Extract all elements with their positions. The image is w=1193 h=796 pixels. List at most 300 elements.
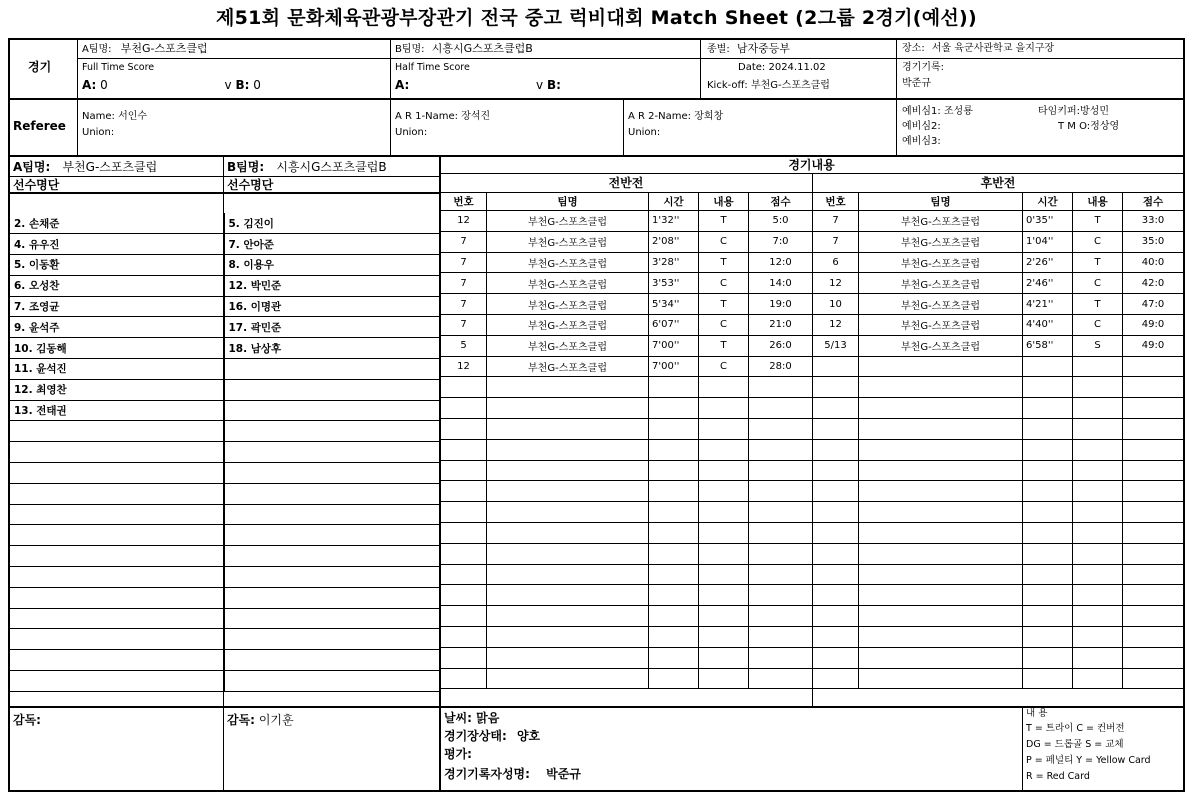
timekeeper: 타임키퍼:방성민 <box>1038 106 1109 117</box>
first-half-cell-type: T <box>699 294 749 315</box>
second-half-cell-score <box>1123 377 1184 398</box>
first-half-cell-no: 7 <box>441 273 487 294</box>
first-half-cell-score <box>749 647 813 668</box>
second-half-cell-no: 6 <box>813 252 859 273</box>
first-half-cell-type <box>699 502 749 523</box>
first-half-col-header: 팀명 <box>487 193 649 211</box>
first-half-cell-score <box>749 398 813 419</box>
second-half-cell-score: 49:0 <box>1123 314 1184 335</box>
second-half-cell-time <box>1023 502 1073 523</box>
second-half-cell-type: S <box>1073 335 1123 356</box>
second-half-col-header: 팀명 <box>859 193 1023 211</box>
first-half-cell-type <box>699 668 749 689</box>
events-header: 경기내용 <box>788 158 835 172</box>
team-b-player <box>224 483 440 504</box>
first-half-cell-no: 7 <box>441 294 487 315</box>
first-half-cell-score: 12:0 <box>749 252 813 273</box>
record-label: 경기기록: <box>902 62 945 73</box>
event-row <box>441 502 1184 523</box>
first-half-cell-type <box>699 543 749 564</box>
team-b-player <box>224 463 440 484</box>
team-a-player <box>10 442 224 463</box>
first-half-cell-no <box>441 647 487 668</box>
second-half-cell-no <box>813 439 859 460</box>
team-b-player <box>224 587 440 608</box>
roster-row <box>10 483 440 504</box>
second-half-cell-no <box>813 460 859 481</box>
team-a-player <box>10 525 224 546</box>
first-half-cell-no <box>441 606 487 627</box>
first-half-cell-time: 3'28'' <box>649 252 699 273</box>
second-half-cell-type: C <box>1073 231 1123 252</box>
first-half-label: 전반전 <box>608 176 644 190</box>
first-half-cell-type: C <box>699 356 749 377</box>
first-half-cell-time: 3'53'' <box>649 273 699 294</box>
second-half-cell-team: 부천G-스포츠클럽 <box>859 273 1023 294</box>
roster-row <box>10 546 440 567</box>
second-half-cell-team <box>859 564 1023 585</box>
team-a-player <box>10 608 224 629</box>
team-b-player <box>224 567 440 588</box>
second-half-cell-time <box>1023 543 1073 564</box>
first-half-cell-no <box>441 398 487 419</box>
roster-row <box>10 255 440 276</box>
first-half-cell-time <box>649 668 699 689</box>
second-half-cell-no <box>813 626 859 647</box>
team-b-player: 5. 김진이 <box>224 213 440 234</box>
first-half-cell-type: T <box>699 211 749 232</box>
first-half-cell-score <box>749 543 813 564</box>
second-half-cell-no <box>813 543 859 564</box>
first-half-cell-time: 1'32'' <box>649 211 699 232</box>
team-a-player <box>10 546 224 567</box>
first-half-cell-no: 5 <box>441 335 487 356</box>
first-half-cell-team <box>487 398 649 419</box>
first-half-cell-time: 5'34'' <box>649 294 699 315</box>
second-half-cell-score: 40:0 <box>1123 252 1184 273</box>
team-a-field: A팀명: 부천G-스포츠클럽 <box>82 42 208 55</box>
event-row <box>441 522 1184 543</box>
second-half-cell-no: 10 <box>813 294 859 315</box>
second-half-cell-type: T <box>1073 211 1123 232</box>
second-half-cell-team <box>859 439 1023 460</box>
team-a-player <box>10 587 224 608</box>
roster-row <box>10 379 440 400</box>
event-row <box>441 418 1184 439</box>
first-half-cell-type: C <box>699 314 749 335</box>
second-half-col-header: 시간 <box>1023 193 1073 211</box>
second-half-cell-no <box>813 356 859 377</box>
second-half-cell-no: 12 <box>813 314 859 335</box>
first-half-cell-type: C <box>699 231 749 252</box>
coach-b: 감독: 이기훈 <box>227 713 294 727</box>
event-row <box>441 481 1184 502</box>
second-half-cell-no <box>813 481 859 502</box>
first-half-cell-no: 12 <box>441 211 487 232</box>
second-half-cell-no <box>813 377 859 398</box>
ar2-name: A R 2-Name: 장희창 <box>628 111 724 122</box>
venue-field: 장소: 서울 육군사관학교 을지구장 <box>902 43 1055 54</box>
event-row <box>441 606 1184 627</box>
first-half-cell-score: 7:0 <box>749 231 813 252</box>
team-b-player: 17. 곽민준 <box>224 317 440 338</box>
second-half-cell-type <box>1073 377 1123 398</box>
second-half-cell-time: 2'46'' <box>1023 273 1073 294</box>
second-half-cell-no: 5/13 <box>813 335 859 356</box>
team-a-header: A팀명: 부천G-스포츠클럽 <box>13 160 158 174</box>
roster-label-a: 선수명단 <box>13 178 60 192</box>
roster-row <box>10 608 440 629</box>
second-half-cell-time: 0'35'' <box>1023 211 1073 232</box>
team-a-player: 4. 유우진 <box>10 234 224 255</box>
second-half-col-header: 점수 <box>1123 193 1184 211</box>
first-half-cell-team: 부천G-스포츠클럽 <box>487 273 649 294</box>
first-half-cell-time <box>649 398 699 419</box>
first-half-cell-time <box>649 377 699 398</box>
second-half-cell-no <box>813 606 859 627</box>
second-half-cell-type: C <box>1073 314 1123 335</box>
roster-row <box>10 671 440 692</box>
second-half-cell-score <box>1123 418 1184 439</box>
date-field: Date: 2024.11.02 <box>738 62 826 73</box>
second-half-cell-team <box>859 647 1023 668</box>
second-half-cell-type <box>1073 668 1123 689</box>
roster-row <box>10 213 440 234</box>
first-half-cell-type <box>699 626 749 647</box>
second-half-cell-type <box>1073 647 1123 668</box>
first-half-cell-time <box>649 481 699 502</box>
second-half-cell-team <box>859 626 1023 647</box>
event-row <box>441 564 1184 585</box>
roster-label-b: 선수명단 <box>227 178 274 192</box>
referee-name: Name: 서인수 <box>82 111 148 122</box>
second-half-cell-no: 12 <box>813 273 859 294</box>
second-half-cell-type: C <box>1073 273 1123 294</box>
legend-line: T = 트라이 C = 컨버전 <box>1026 723 1125 734</box>
first-half-cell-score <box>749 668 813 689</box>
reserve-2: 예비심2: <box>902 121 941 132</box>
first-half-cell-score: 21:0 <box>749 314 813 335</box>
team-b-player <box>224 421 440 442</box>
second-half-cell-team <box>859 502 1023 523</box>
first-half-cell-team <box>487 481 649 502</box>
first-half-cell-team <box>487 439 649 460</box>
first-half-cell-team <box>487 647 649 668</box>
first-half-cell-team <box>487 502 649 523</box>
roster-row <box>10 317 440 338</box>
team-b-player <box>224 629 440 650</box>
first-half-cell-time <box>649 460 699 481</box>
first-half-cell-team <box>487 377 649 398</box>
first-half-cell-type <box>699 439 749 460</box>
kickoff-field: Kick-off: 부천G-스포츠클럽 <box>707 80 830 91</box>
first-half-cell-type <box>699 585 749 606</box>
team-b-player: 12. 박민준 <box>224 275 440 296</box>
second-half-cell-time: 4'40'' <box>1023 314 1073 335</box>
second-half-cell-score <box>1123 398 1184 419</box>
first-half-cell-type: T <box>699 335 749 356</box>
first-half-cell-team <box>487 585 649 606</box>
team-b-player <box>224 671 440 692</box>
first-half-cell-type: C <box>699 273 749 294</box>
first-half-cell-score <box>749 564 813 585</box>
event-row <box>441 356 1184 377</box>
legend-line: DG = 드롭골 S = 교체 <box>1026 739 1124 750</box>
first-half-cell-time <box>649 522 699 543</box>
second-half-cell-score <box>1123 460 1184 481</box>
second-half-cell-time <box>1023 606 1073 627</box>
team-b-player <box>224 400 440 421</box>
second-half-cell-no <box>813 398 859 419</box>
first-half-cell-time <box>649 585 699 606</box>
team-a-player: 7. 조영균 <box>10 296 224 317</box>
event-row <box>441 585 1184 606</box>
legend-line: P = 페널티 Y = Yellow Card <box>1026 755 1151 766</box>
roster-row <box>10 504 440 525</box>
category-field: 종별: 남자중등부 <box>707 42 791 55</box>
first-half-cell-time: 6'07'' <box>649 314 699 335</box>
second-half-cell-time <box>1023 377 1073 398</box>
second-half-cell-score: 42:0 <box>1123 273 1184 294</box>
second-half-cell-team <box>859 606 1023 627</box>
team-a-player: 9. 윤석주 <box>10 317 224 338</box>
team-a-player: 5. 이동환 <box>10 255 224 276</box>
second-half-cell-type: T <box>1073 252 1123 273</box>
second-half-col-header: 번호 <box>813 193 859 211</box>
second-half-cell-time <box>1023 460 1073 481</box>
event-row <box>441 668 1184 689</box>
team-a-player <box>10 421 224 442</box>
full-time-score: A: 0 v B: 0 <box>82 78 261 92</box>
roster-row <box>10 400 440 421</box>
first-half-cell-team: 부천G-스포츠클럽 <box>487 252 649 273</box>
second-half-cell-team: 부천G-스포츠클럽 <box>859 314 1023 335</box>
roster-row <box>10 629 440 650</box>
roster-row <box>10 338 440 359</box>
team-a-player: 10. 김동해 <box>10 338 224 359</box>
second-half-cell-time: 6'58'' <box>1023 335 1073 356</box>
first-half-cell-score <box>749 585 813 606</box>
second-half-cell-time: 1'04'' <box>1023 231 1073 252</box>
second-half-cell-score <box>1123 564 1184 585</box>
first-half-cell-score <box>749 522 813 543</box>
first-half-col-header: 시간 <box>649 193 699 211</box>
roster-row <box>10 421 440 442</box>
second-half-cell-time <box>1023 647 1073 668</box>
second-half-cell-type <box>1073 564 1123 585</box>
second-half-cell-team <box>859 585 1023 606</box>
first-half-cell-no <box>441 502 487 523</box>
second-half-cell-type <box>1073 585 1123 606</box>
first-half-cell-type <box>699 606 749 627</box>
second-half-cell-team <box>859 377 1023 398</box>
event-row <box>441 647 1184 668</box>
first-half-cell-time <box>649 418 699 439</box>
first-half-cell-team <box>487 460 649 481</box>
second-half-cell-time <box>1023 439 1073 460</box>
first-half-cell-time: 7'00'' <box>649 356 699 377</box>
second-half-cell-time: 4'21'' <box>1023 294 1073 315</box>
second-half-cell-type <box>1073 502 1123 523</box>
team-a-player <box>10 671 224 692</box>
event-row <box>441 294 1184 315</box>
roster-row <box>10 463 440 484</box>
event-row <box>441 543 1184 564</box>
team-a-player: 12. 최영찬 <box>10 379 224 400</box>
team-b-player: 16. 이명관 <box>224 296 440 317</box>
second-half-cell-no <box>813 647 859 668</box>
roster-row <box>10 587 440 608</box>
second-half-cell-team: 부천G-스포츠클럽 <box>859 252 1023 273</box>
first-half-cell-score <box>749 502 813 523</box>
team-a-player <box>10 483 224 504</box>
second-half-cell-score: 47:0 <box>1123 294 1184 315</box>
second-half-cell-no <box>813 418 859 439</box>
first-half-cell-score <box>749 418 813 439</box>
second-half-cell-score <box>1123 439 1184 460</box>
second-half-cell-type <box>1073 398 1123 419</box>
first-half-cell-no <box>441 460 487 481</box>
coach-a: 감독: <box>13 713 41 727</box>
first-half-cell-time <box>649 502 699 523</box>
event-row <box>441 231 1184 252</box>
first-half-cell-type <box>699 564 749 585</box>
team-a-player <box>10 463 224 484</box>
first-half-cell-no <box>441 626 487 647</box>
second-half-cell-team: 부천G-스포츠클럽 <box>859 211 1023 232</box>
second-half-cell-team <box>859 522 1023 543</box>
second-half-cell-time <box>1023 481 1073 502</box>
first-half-cell-no <box>441 377 487 398</box>
second-half-cell-time <box>1023 668 1073 689</box>
first-half-cell-score: 14:0 <box>749 273 813 294</box>
events-table <box>440 192 1184 689</box>
first-half-cell-score: 5:0 <box>749 211 813 232</box>
second-half-cell-team <box>859 398 1023 419</box>
first-half-cell-type <box>699 460 749 481</box>
team-b-player: 7. 안아준 <box>224 234 440 255</box>
first-half-cell-type: T <box>699 252 749 273</box>
event-row <box>441 377 1184 398</box>
field-condition: 경기장상태: 양호 <box>444 729 541 743</box>
second-half-cell-type <box>1073 606 1123 627</box>
first-half-cell-score: 19:0 <box>749 294 813 315</box>
first-half-cell-team <box>487 668 649 689</box>
second-half-cell-team <box>859 356 1023 377</box>
ar2-union: Union: <box>628 127 661 138</box>
event-row <box>441 626 1184 647</box>
first-half-cell-no <box>441 439 487 460</box>
first-half-cell-no <box>441 418 487 439</box>
second-half-cell-score <box>1123 668 1184 689</box>
team-b-player <box>224 546 440 567</box>
first-half-cell-time <box>649 543 699 564</box>
second-half-cell-score <box>1123 481 1184 502</box>
first-half-cell-no: 7 <box>441 231 487 252</box>
second-half-cell-type <box>1073 522 1123 543</box>
event-row <box>441 314 1184 335</box>
second-half-cell-team <box>859 668 1023 689</box>
second-half-cell-score <box>1123 543 1184 564</box>
second-half-cell-type <box>1073 418 1123 439</box>
first-half-cell-type <box>699 377 749 398</box>
first-half-cell-time <box>649 647 699 668</box>
referee-union: Union: <box>82 127 115 138</box>
first-half-cell-type <box>699 647 749 668</box>
team-a-player: 11. 윤석진 <box>10 359 224 380</box>
second-half-cell-team <box>859 481 1023 502</box>
roster-row <box>10 275 440 296</box>
first-half-cell-team: 부천G-스포츠클럽 <box>487 356 649 377</box>
first-half-cell-score <box>749 460 813 481</box>
event-row <box>441 252 1184 273</box>
ar1-union: Union: <box>395 127 428 138</box>
event-row <box>441 460 1184 481</box>
first-half-cell-score <box>749 626 813 647</box>
roster-row <box>10 359 440 380</box>
second-half-cell-no: 7 <box>813 231 859 252</box>
first-half-col-header: 내용 <box>699 193 749 211</box>
first-half-cell-team: 부천G-스포츠클럽 <box>487 335 649 356</box>
second-half-cell-no <box>813 522 859 543</box>
second-half-cell-team: 부천G-스포츠클럽 <box>859 294 1023 315</box>
first-half-cell-time <box>649 626 699 647</box>
second-half-cell-score <box>1123 647 1184 668</box>
first-half-cell-time <box>649 564 699 585</box>
first-half-cell-score: 28:0 <box>749 356 813 377</box>
first-half-cell-no <box>441 522 487 543</box>
first-half-cell-type <box>699 481 749 502</box>
evaluation: 평가: <box>444 747 472 761</box>
first-half-cell-no <box>441 668 487 689</box>
first-half-cell-no: 7 <box>441 252 487 273</box>
event-row <box>441 273 1184 294</box>
second-half-col-header: 내용 <box>1073 193 1123 211</box>
second-half-cell-time <box>1023 626 1073 647</box>
sheet-title: 제51회 문화체육관광부장관기 전국 중고 럭비대회 Match Sheet (2그룹 2경기(예선)) <box>215 7 977 29</box>
second-half-cell-score <box>1123 606 1184 627</box>
reserve-3: 예비심3: <box>902 136 941 147</box>
team-a-player: 13. 전태권 <box>10 400 224 421</box>
tmo: T M O:정상영 <box>1058 121 1120 132</box>
first-half-cell-no: 12 <box>441 356 487 377</box>
second-half-cell-no <box>813 564 859 585</box>
legend-title: 내 용 <box>1026 708 1048 719</box>
full-time-label: Full Time Score <box>82 62 155 73</box>
match-label: 경기 <box>28 60 52 74</box>
referee-label: Referee <box>13 119 66 133</box>
first-half-cell-team: 부천G-스포츠클럽 <box>487 231 649 252</box>
roster-row <box>10 296 440 317</box>
second-half-cell-score <box>1123 522 1184 543</box>
first-half-cell-type <box>699 522 749 543</box>
recorder: 경기기록자성명: 박준규 <box>444 767 581 781</box>
second-half-cell-team: 부천G-스포츠클럽 <box>859 335 1023 356</box>
first-half-cell-team <box>487 564 649 585</box>
second-half-cell-type <box>1073 481 1123 502</box>
second-half-cell-time <box>1023 564 1073 585</box>
team-b-player <box>224 504 440 525</box>
roster-row <box>10 442 440 463</box>
roster-row <box>10 234 440 255</box>
first-half-cell-type <box>699 398 749 419</box>
second-half-cell-type <box>1073 626 1123 647</box>
roster-row <box>10 567 440 588</box>
first-half-cell-time <box>649 439 699 460</box>
first-half-cell-team: 부천G-스포츠클럽 <box>487 211 649 232</box>
team-b-player: 8. 이용우 <box>224 255 440 276</box>
second-half-cell-score: 35:0 <box>1123 231 1184 252</box>
